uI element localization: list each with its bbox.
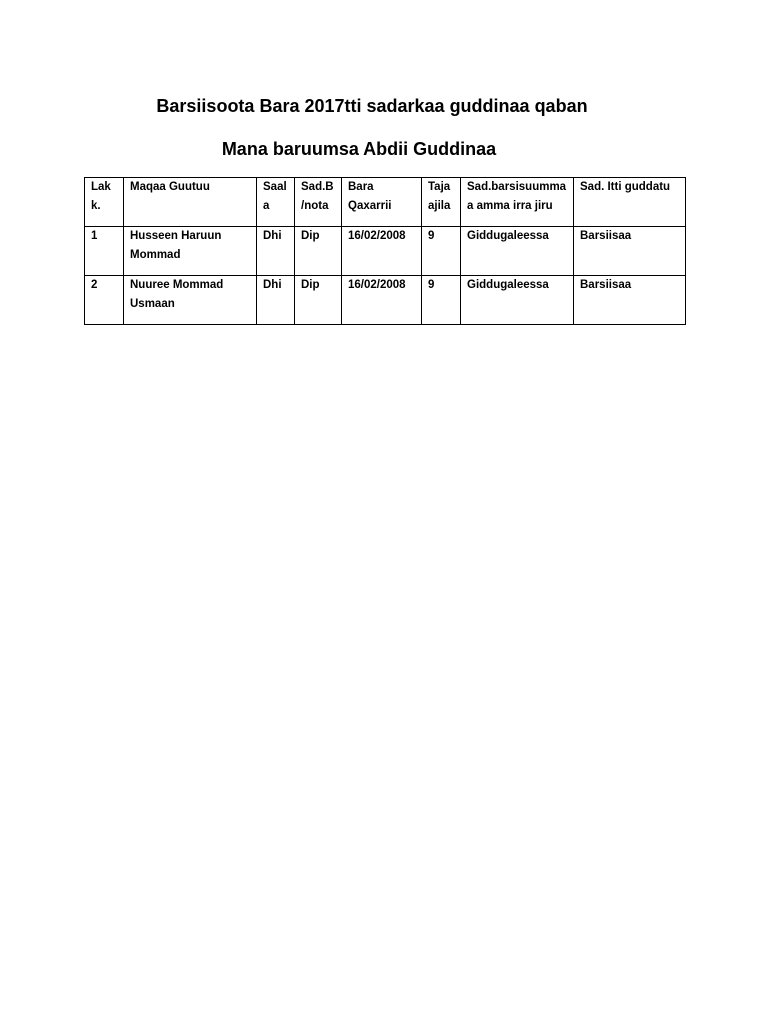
table-header-row [85, 178, 686, 227]
table-cell: 9 [422, 276, 461, 325]
header-cell-education-level: Sad.B/nota [295, 178, 342, 227]
table-cell: 16/02/2008 [342, 276, 422, 325]
table-cell: Barsiisaa [574, 227, 686, 276]
header-cell-number: Lakk. [85, 178, 124, 227]
document-subtitle: Mana baruumsa Abdii Guddinaa [221, 139, 497, 159]
header-cell-hire-year: Bara Qaxarrii [342, 178, 422, 227]
header-cell-service-years: Taja ajila [422, 178, 461, 227]
teachers-table [84, 177, 686, 325]
table-cell: Dip [295, 276, 342, 325]
table-row [85, 227, 686, 276]
table-row [85, 276, 686, 325]
document-title: Barsiisoota Bara 2017tti sadarkaa guddinaa qaban [156, 96, 588, 116]
header-cell-promotion-level: Sad. Itti guddatu [574, 178, 686, 227]
table-cell: 2 [85, 276, 124, 325]
table-cell: 1 [85, 227, 124, 276]
table-cell: Giddugaleessa [461, 227, 574, 276]
table-cell: 16/02/2008 [342, 227, 422, 276]
header-cell-sex: Saala [257, 178, 295, 227]
table-cell: Barsiisaa [574, 276, 686, 325]
table-cell: Nuuree Mommad Usmaan [124, 276, 257, 325]
table-cell: Giddugaleessa [461, 276, 574, 325]
table-cell: Dhi [257, 276, 295, 325]
table-cell: Dip [295, 227, 342, 276]
table-cell: Husseen Haruun Mommad [124, 227, 257, 276]
table-cell: 9 [422, 227, 461, 276]
table-cell: Dhi [257, 227, 295, 276]
header-cell-current-level: Sad.barsisuummaa amma irra jiru [461, 178, 574, 227]
header-cell-full-name: Maqaa Guutuu [124, 178, 257, 227]
